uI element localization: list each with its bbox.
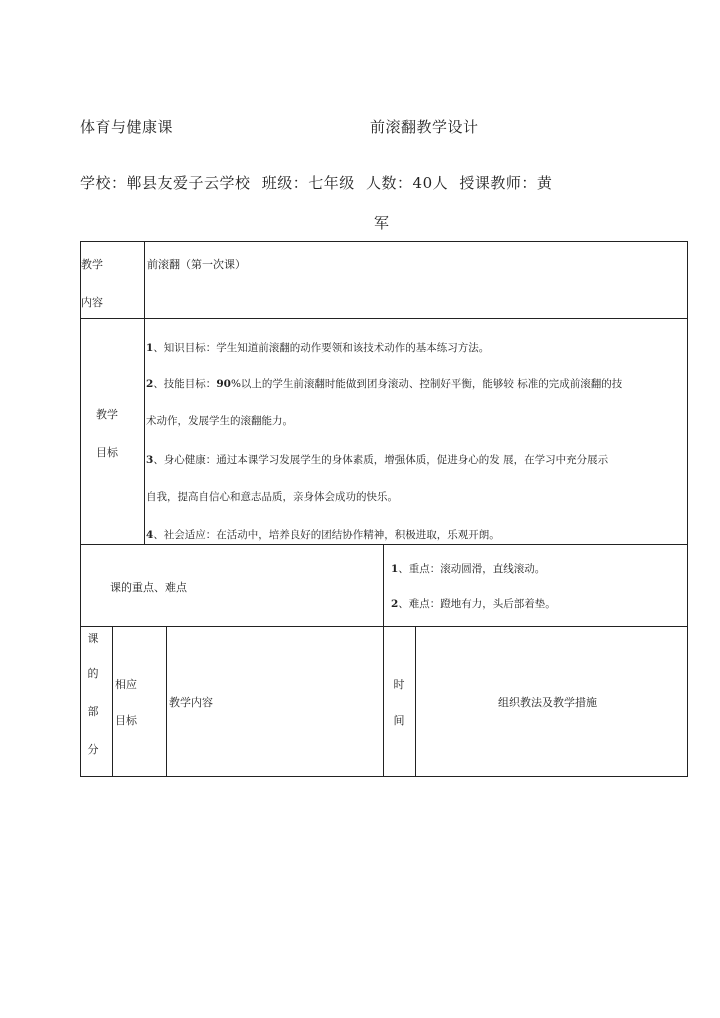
content-label-line1: 教学 — [81, 258, 103, 271]
goal-3 — [146, 452, 608, 467]
goal-2 — [146, 376, 622, 391]
key-point-2-number: 2 — [391, 598, 399, 610]
goal-3-continued: 自我，提高自信心和意志品质，亲身体会成功的快乐。 — [146, 491, 398, 503]
part-char-1: 课 — [87, 632, 99, 645]
goals-label-line2: 目标 — [96, 446, 118, 459]
content-label-line2: 内容 — [81, 296, 103, 309]
table-col-divider — [144, 241, 145, 545]
goal-2-percent: 90 — [216, 378, 231, 390]
part-char-2: 的 — [87, 667, 99, 680]
table-border-right — [687, 241, 688, 777]
info-line-wrap: 军 — [374, 214, 390, 232]
goal-2-text: %以上的学生前滚翻时能做到团身滚动、控制好平衡，能够较 标准的完成前滚翻的技 — [230, 378, 623, 390]
goal-1-text: 、知识目标：学生知道前滚翻的动作要领和该技术动作的基本练习方法。 — [153, 342, 490, 354]
methods-column-header: 组织教法及教学措施 — [498, 696, 597, 709]
table-col-divider — [383, 544, 384, 627]
table-col-divider — [112, 626, 113, 777]
goal-2-continued: 术动作，发展学生的滚翻能力。 — [146, 415, 293, 427]
goals-label-line1: 教学 — [96, 408, 118, 421]
part-char-3: 部 — [87, 705, 99, 718]
content-column-header: 教学内容 — [169, 696, 213, 709]
time-char-2: 间 — [393, 714, 405, 727]
table-border-bottom — [80, 776, 688, 777]
info-line: 学校：郸县友爱子云学校 班级：七年级 人数：40人 授课教师：黄 — [80, 174, 553, 192]
subject-title: 体育与健康课 — [80, 118, 174, 136]
table-rule — [80, 318, 688, 319]
key-point-1-text: 、重点：滚动圆滑，直线滚动。 — [398, 563, 546, 575]
table-border-top — [80, 241, 688, 242]
goal-2-number: 2 — [146, 378, 154, 390]
table-rule — [80, 544, 688, 545]
goal-4-text: 、社会适应：在活动中，培养良好的团结协作精神，积极进取，乐观开朗。 — [153, 529, 500, 541]
key-point-1 — [391, 561, 545, 576]
goal-3-text: 、身心健康：通过本课学习发展学生的身体素质，增强体质，促进身心的发 展，在学习中充分展示 — [153, 454, 609, 466]
key-point-1-number: 1 — [391, 563, 399, 575]
part-char-4: 分 — [87, 743, 99, 756]
time-char-1: 时 — [393, 678, 405, 691]
table-col-divider — [383, 626, 384, 777]
goal-2-label: 、技能目标： — [153, 378, 217, 390]
table-col-divider — [166, 626, 167, 777]
goal-1 — [146, 340, 489, 355]
lesson-title: 前滚翻教学设计 — [370, 118, 479, 136]
goal-4 — [146, 527, 500, 542]
target-label-line2: 目标 — [115, 714, 137, 727]
target-label-line1: 相应 — [115, 678, 137, 691]
table-border-left — [80, 241, 81, 777]
table-rule — [80, 626, 688, 627]
goal-3-number: 3 — [146, 454, 154, 466]
key-point-2 — [391, 596, 556, 611]
goal-1-number: 1 — [146, 342, 154, 354]
key-points-label: 课的重点、难点 — [110, 581, 187, 594]
content-value: 前滚翻（第一次课） — [147, 258, 246, 271]
goal-4-number: 4 — [146, 529, 154, 541]
table-col-divider — [415, 626, 416, 777]
key-point-2-text: 、难点：蹬地有力，头后部着垫。 — [398, 598, 556, 610]
